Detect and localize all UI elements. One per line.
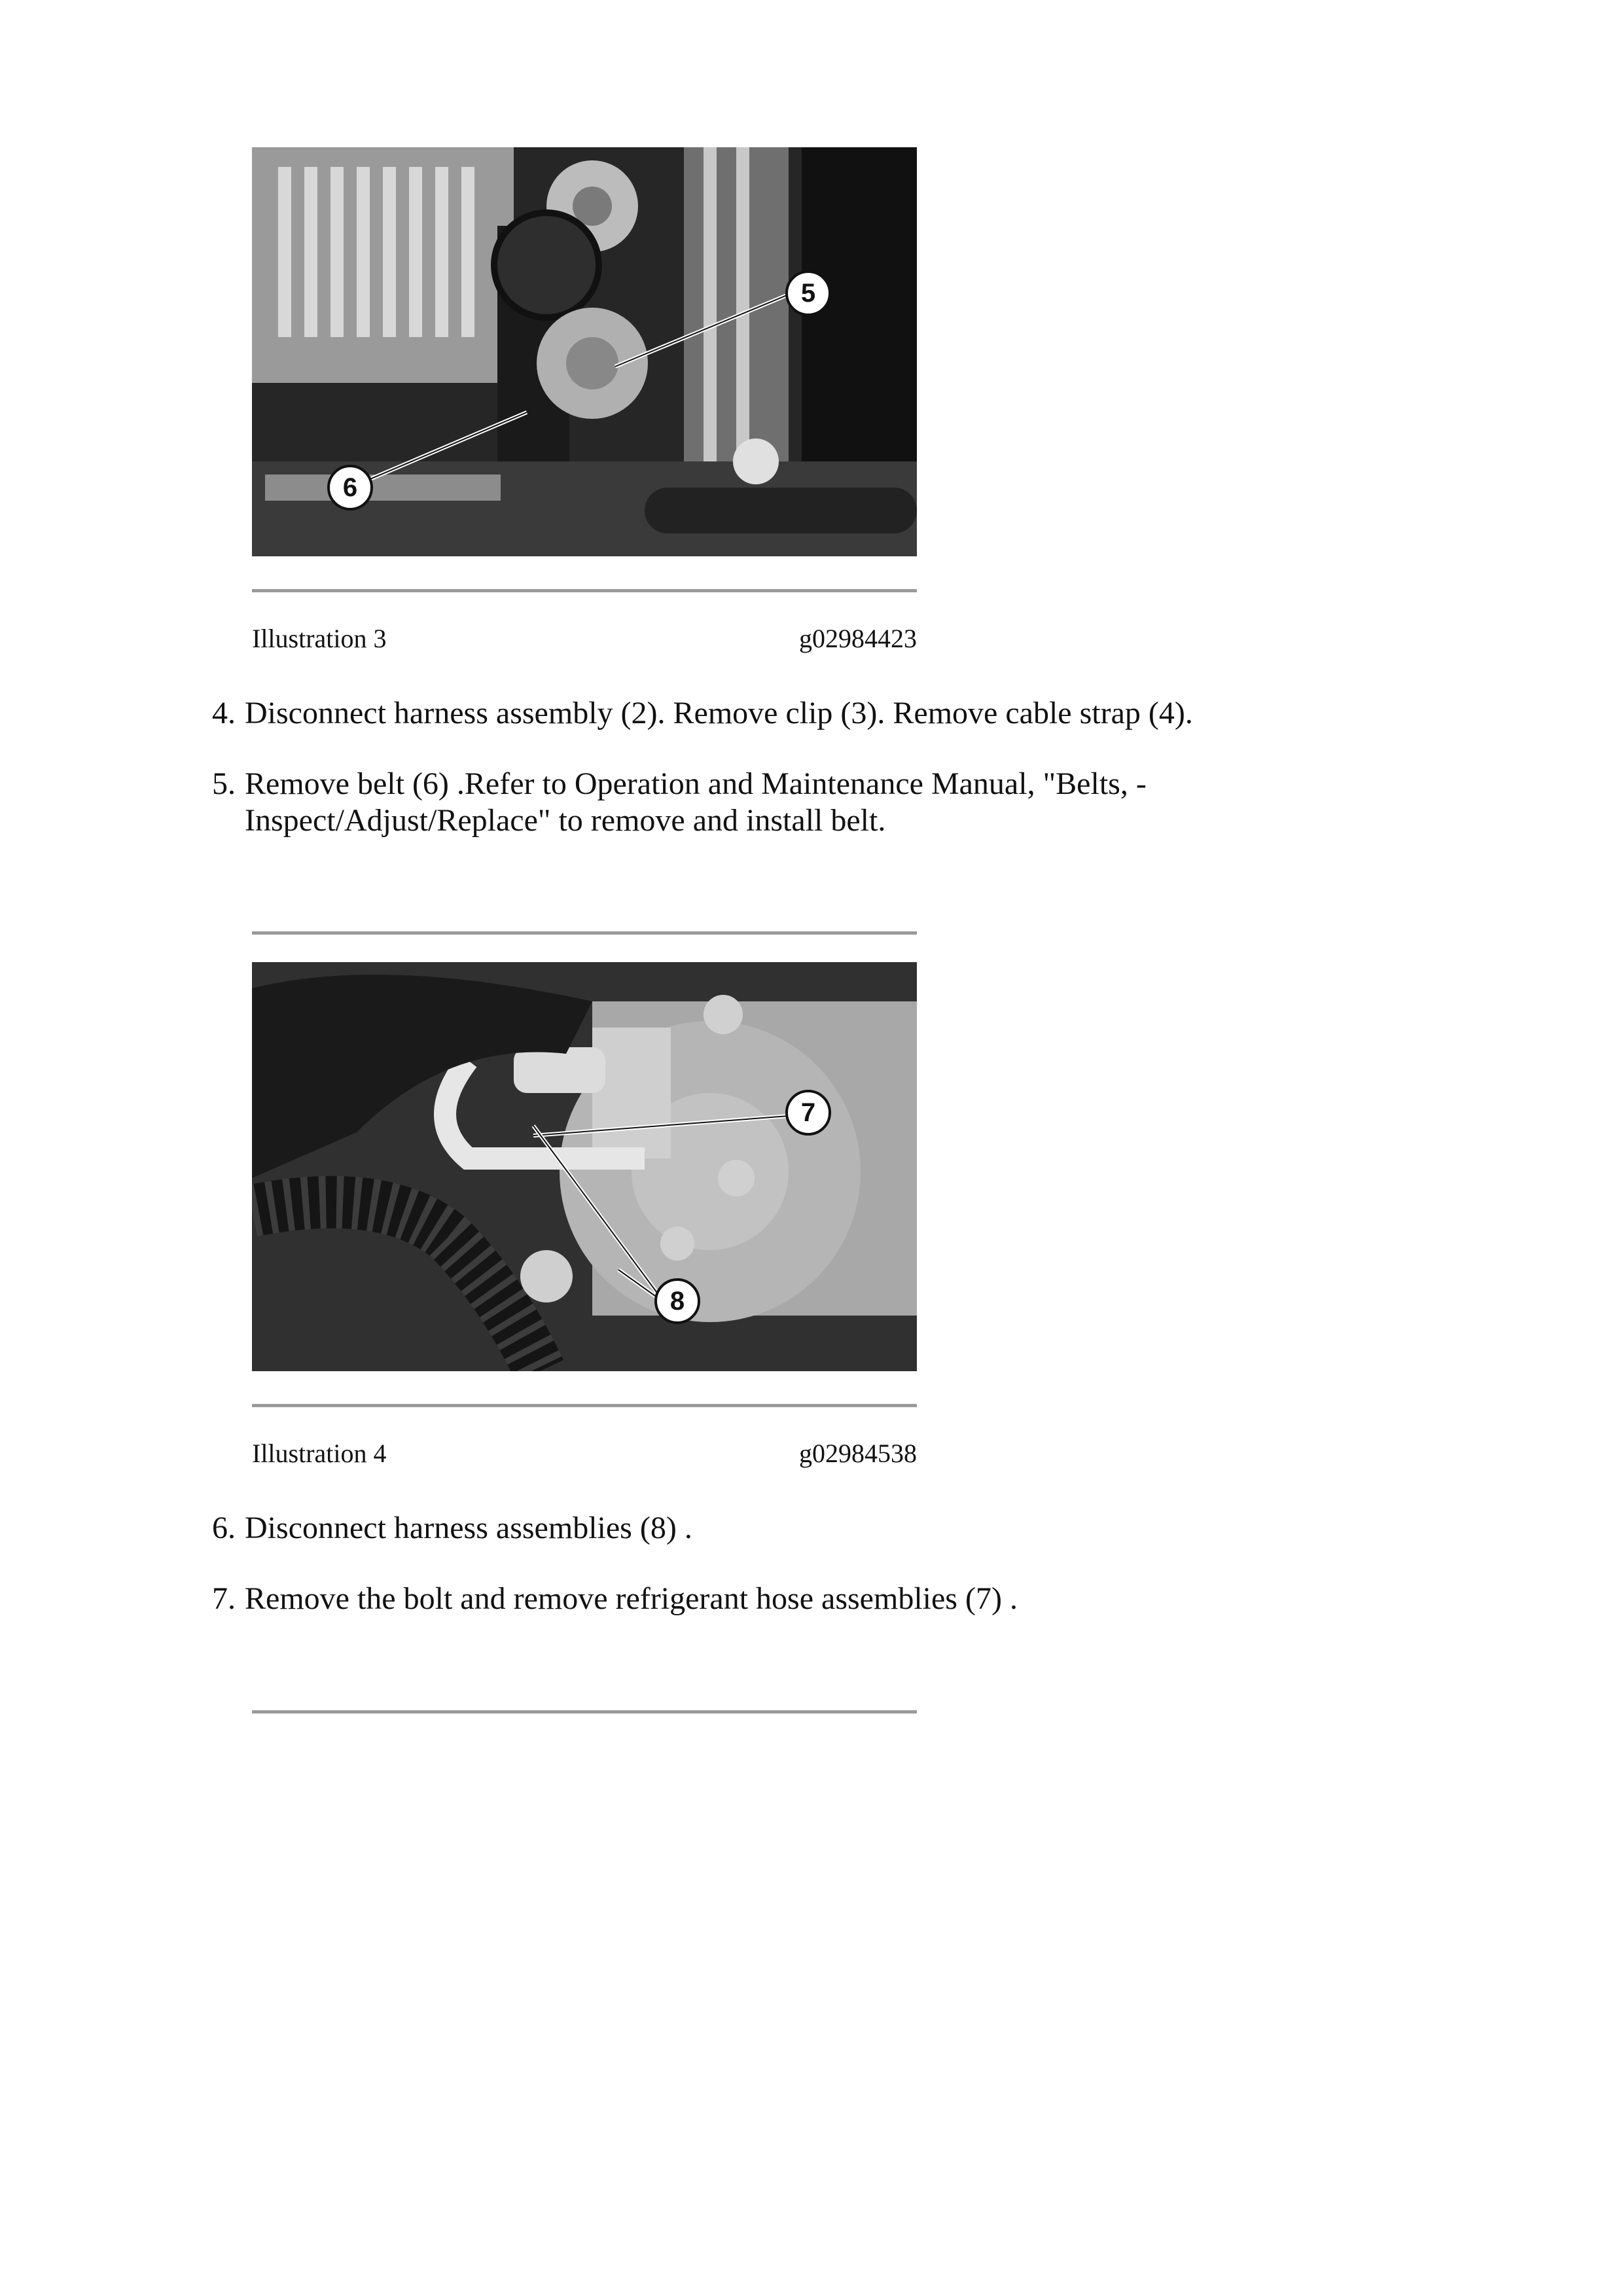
caption-label: Illustration 4 [252,1439,387,1468]
callout-6 [327,465,373,511]
caption-code: g02984423 [799,624,917,653]
step-number: 7. [212,1581,236,1616]
callout-7-label: 7 [800,1098,816,1127]
step-number: 4. [212,696,236,730]
illustration-4-photo [252,962,917,1371]
callout-7 [785,1090,831,1136]
divider [252,931,917,935]
step-text: Disconnect harness assembly (2). Remove clip (3). Remove cable strap (4). [245,696,1193,730]
caption-code: g02984538 [799,1439,917,1468]
step-text: Remove the bolt and remove refrigerant hose assemblies (7) . [245,1581,1018,1616]
callout-8-label: 8 [669,1286,685,1316]
caption-label: Illustration 3 [252,624,387,653]
callout-6-label: 6 [342,473,358,502]
illustration-3-photo [252,147,917,556]
divider [252,589,917,592]
step-number: 6. [212,1511,236,1545]
callout-5 [785,270,831,316]
callout-5-label: 5 [800,278,816,308]
illustration-3-caption [252,623,917,654]
step-text: Remove belt (6) .Refer to Operation and Maintenance Manual, "Belts, - Inspect/Adjust/Replace" to remove and install belt. [245,766,1147,838]
callout-8 [654,1278,700,1324]
step-number: 5. [212,766,236,801]
illustration-4-caption [252,1438,917,1469]
step-text: Disconnect harness assemblies (8) . [245,1511,692,1545]
divider [252,1710,917,1713]
divider [252,1404,917,1407]
